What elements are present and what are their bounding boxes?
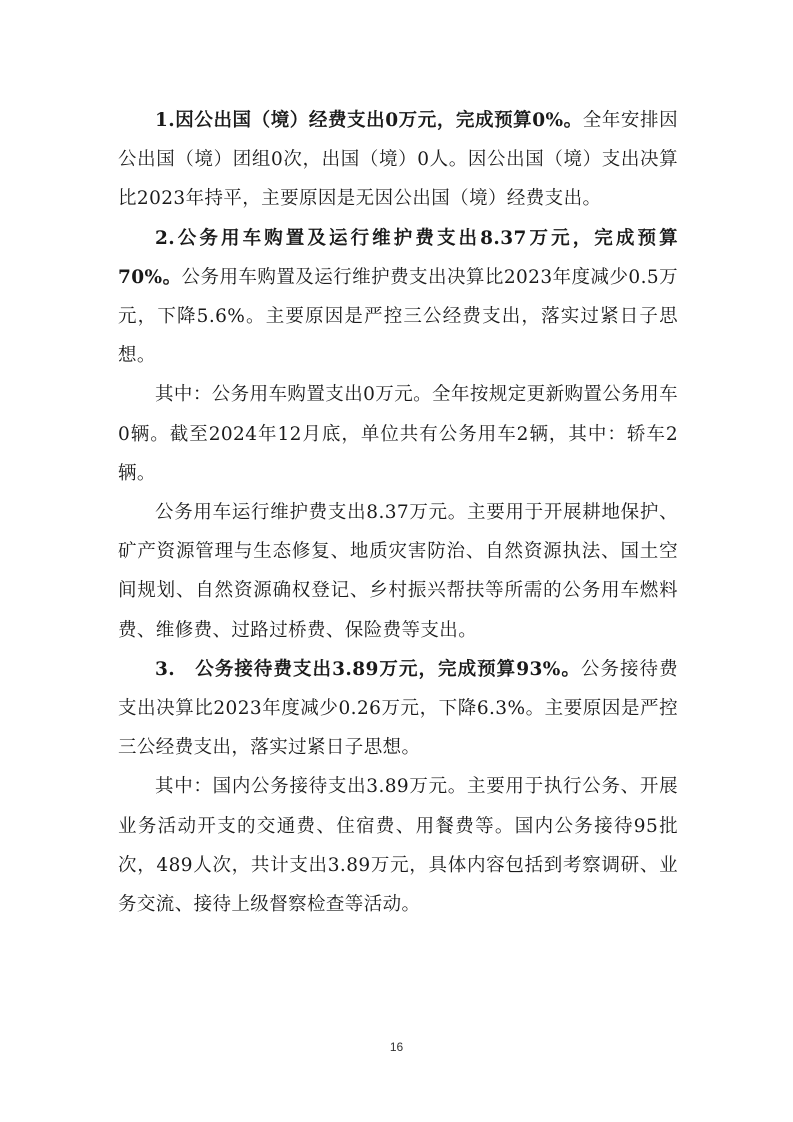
text-vehicle-purchase: 其中：公务用车购置支出0万元。全年按规定更新购置公务用车0辆。截至2024年12月底，单位共有公务用车2辆，其中：轿车2辆。 xyxy=(118,384,678,484)
text-overseas-expense: 全年安排因公出国（境）团组0次，出国（境）0人。因公出国（境）支出决算比2023年持平，主要原因是无因公出国（境）经费支出。 xyxy=(118,110,678,210)
paragraph-vehicle-maintenance xyxy=(118,493,678,650)
paragraph-vehicle-expense xyxy=(118,219,678,376)
text-vehicle-expense: 公务用车购置及运行维护费支出决算比2023年度减少0.5万元，下降5.6%。主要原因是严控三公经费支出，落实过紧日子思想。 xyxy=(118,266,678,367)
document-body xyxy=(118,101,678,924)
heading-overseas-expense: 1.因公出国（境）经费支出0万元，完成预算0%。 xyxy=(155,110,583,131)
paragraph-overseas-expense xyxy=(118,101,678,219)
heading-vehicle-expense: 2.公务用车购置及运行维护费支出8.37万元，完成预算70%。 xyxy=(118,227,678,288)
paragraph-vehicle-purchase xyxy=(118,375,678,493)
paragraph-domestic-reception xyxy=(118,767,678,924)
page-number: 16 xyxy=(389,1040,404,1054)
paragraph-reception-expense xyxy=(118,650,678,768)
heading-reception-expense: 3. 公务接待费支出3.89万元，完成预算93%。 xyxy=(155,658,581,680)
text-domestic-reception: 其中：国内公务接待支出3.89万元。主要用于执行公务、开展业务活动开支的交通费、住宿费、用餐费等。国内公务接待95批次，489人次，共计支出3.89万元，具体内容包括到考察调研、业务交流、接待上级督察检查等活动。 xyxy=(118,776,678,916)
text-vehicle-maintenance: 公务用车运行维护费支出8.37万元。主要用于开展耕地保护、矿产资源管理与生态修复、地质灾害防治、自然资源执法、国土空间规划、自然资源确权登记、乡村振兴帮扶等所需的公务用车燃料费、维修费、过路过桥费、保险费等支出。 xyxy=(118,502,678,641)
text-reception-expense: 公务接待费支出决算比2023年度减少0.26万元，下降6.3%。主要原因是严控三公经费支出，落实过紧日子思想。 xyxy=(118,658,678,759)
